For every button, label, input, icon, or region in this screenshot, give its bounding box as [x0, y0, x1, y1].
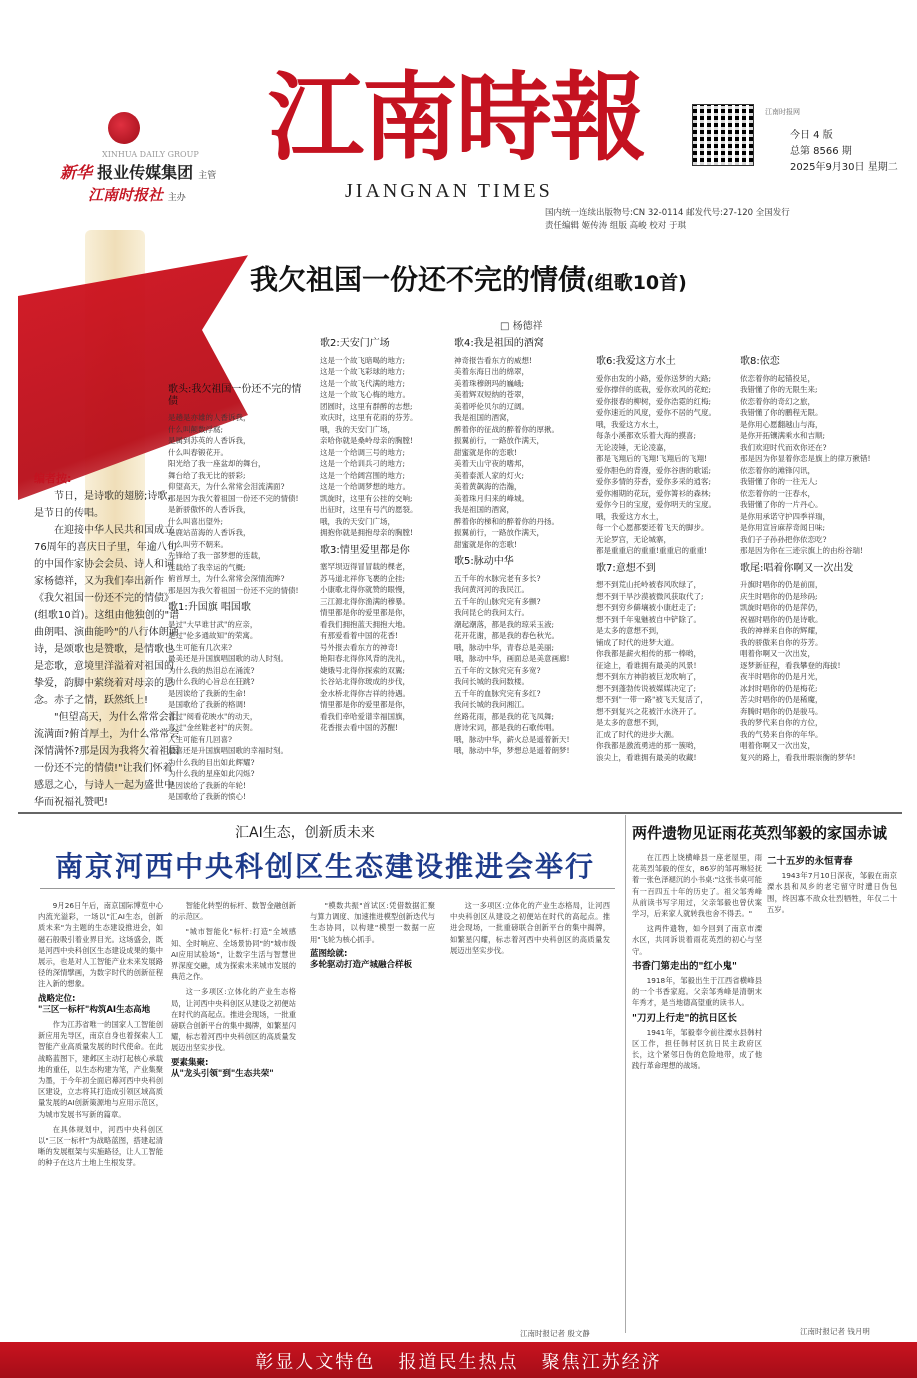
article-credit: 江南时报记者 殷文静: [520, 1329, 590, 1338]
song-line: 哦，我的天安门广场，: [320, 516, 395, 526]
song-line: 什么叫颠数浮腐;: [168, 424, 224, 434]
song-line: 哦，我的天安门广场，: [320, 424, 395, 434]
song-line: 想不到"一带一路"被飞天复活了，: [596, 695, 708, 704]
side-article-title: 两件遗物见证雨花英烈邹毅的家国赤诚: [632, 824, 888, 842]
song-line: 我问昆仑的我问太行。: [454, 608, 529, 617]
song-line: 振翼前行，一路放作满天，: [454, 528, 544, 537]
song-line: 美着辉双短纳的苍翠，: [454, 390, 529, 399]
song-line: 振翼前行，一路放作满天，: [454, 436, 544, 445]
song-line: 五千年的血脉究完有多红?: [454, 688, 541, 698]
song-line: 有那爱看着中国的花香!: [320, 631, 399, 640]
song-line: 哦，我爱这方水土，: [596, 419, 664, 429]
song-line: 凯旋时，这里有公挂的交响;: [320, 493, 413, 503]
song-line: 花开花谢，都是我的春色秋光。: [454, 631, 559, 640]
song-line: 五千年的水脉完老有多长?: [454, 573, 541, 583]
song-line: 依恋着你的一汪春水，: [740, 488, 815, 498]
article-heading: 战略定位: "三区一标杆"构筑AI生态高地: [38, 993, 151, 1015]
article-heading: 要素集聚: 从"龙头引领"到"生态共荣": [171, 1057, 274, 1079]
song-line: 是新骄傲怀的人香诉我，: [168, 505, 251, 514]
song-line: 哦，我爱这方水土，: [596, 511, 664, 521]
song-line: 美着呼伦贝尔的辽阔。: [454, 401, 529, 411]
side-subhead: "刀刃上行走"的抗日区长: [632, 1012, 737, 1024]
song-line: 情里都是你的爱里都是你，: [320, 700, 410, 709]
group-line: [60, 160, 216, 183]
song-line: 我的骄傲来自你的芬芳。: [740, 637, 823, 647]
group-logo-icon: [108, 112, 140, 144]
issue-info: [790, 128, 898, 176]
song-line: 这是一个故飞暗喝的地方;: [320, 355, 406, 365]
song-line: 我错懂了你的无限生来;: [740, 385, 818, 394]
song-line: 先锋给了我一部梦想的连载，: [168, 551, 266, 560]
group-name-a: 新华: [60, 163, 93, 182]
song-line: 是太多的意想不到，: [596, 626, 664, 635]
article-para: "模数共振"首试区:凭借数据汇聚与算力调度、加速推进模型创新迭代与生态协同，以构建"模型一数据一应用"飞轮为核心抓手。: [310, 901, 435, 944]
song-line: 美着珠穆朗玛的巍峨;: [454, 378, 525, 388]
song-title: 歌4:我是祖国的酒窝: [454, 338, 544, 349]
song-line: 复兴的路上，看我卅瑕崇衡的梦华!: [740, 752, 856, 762]
song-line: 人生可能有几次来?: [168, 642, 233, 652]
poem-column: [320, 334, 454, 740]
article-para: 智能化转型的标杆、数智金融创新的示范区。: [171, 901, 296, 922]
song-line: 依恋着你的滩锋闪讯，: [740, 465, 815, 475]
song-line: 三江源北得你渔满的穆暴。: [320, 596, 410, 606]
song-line: 是因诶给了我新的生命!: [168, 688, 247, 698]
song-line: 醉着你的梯和的醉着你的丹扬。: [454, 516, 559, 526]
poem-column: [168, 380, 302, 809]
song-line: 为什么我的心旨总在狂跳?: [168, 677, 255, 686]
side-credit: 江南时报记者 钱月明: [800, 1327, 870, 1336]
article-column: [171, 900, 296, 1083]
song-line: 五千年的山脉究完有多颤?: [454, 596, 541, 606]
song-line: 征途上，看谁拥有最美的风景!: [596, 660, 697, 670]
song-line: 升旗时唱你的仍是前面，: [740, 580, 823, 589]
article-title: 南京河西中央科创区生态建设推进会举行: [55, 850, 596, 883]
song-line: 为什么我的目出如此辉耀?: [168, 757, 255, 767]
song-line: 金水桥北得你吉祥的待遇。: [320, 688, 410, 698]
editor-note-para: "但望高天，为什么常常会泪流满面?俯首厚土，为什么常常会深情满怀?那是因为我将欠着祖国一份还不完的情债!"让我们怀着感恩之心，与诗人一起为盛世中华而祝福礼赞吧!: [34, 712, 180, 808]
masthead: [0, 0, 917, 231]
song-line: 依恋着你的奇幻之旅，: [740, 396, 815, 406]
song-line: 仰望高天，为什么常常会泪流满面?: [168, 482, 285, 491]
editor-note: [34, 470, 180, 811]
song-line: 小康歌北得你就赞的眼慢，: [320, 585, 410, 594]
song-line: 什么叫劳不朝来。: [168, 539, 228, 549]
side-para: 在江西上饶横峰县一座老屋里，雨花英烈邹毅的侄女，86岁的邹再琳轻抚着一张色泽褪沉的小书桌:"这张书桌可能有一百四五十年的历史了。祖父邹秀峰从前读书写字用过，父亲邹毅也曾伏案学习，后来家人就转我也舍不得丢。": [632, 853, 762, 919]
song-line: 婕娥号北得你探索的双翼;: [320, 665, 406, 675]
article-heading: 蓝图绘就: 多轮驱动打造产城融合样板: [310, 948, 413, 971]
song-line: 花香报去看中国的苏醒!: [320, 723, 399, 732]
song-title: 歌尾:唱着你啊又一次出发: [740, 562, 854, 574]
song-line: 这是一个故飞彩球的地方;: [320, 367, 406, 376]
song-line: 冰封时唱你的仍是梅花;: [740, 683, 818, 693]
song-title: 歌7:意想不到: [596, 562, 656, 574]
song-line: 我错懂了你的鹏程无限。: [740, 408, 823, 417]
song-line: 这是一个给调三号的地方;: [320, 447, 406, 457]
poem-byline: □ 杨德祥: [500, 321, 543, 332]
song-line: 唱着你啊又一次出发，: [740, 649, 815, 658]
publication-info: [545, 207, 790, 233]
group-name-b: 报业传媒集团: [97, 163, 194, 182]
song-title: 歌2:天安门广场: [320, 338, 390, 349]
song-line: 爱你湘期的花玩，爱你箐衫的森林;: [596, 488, 712, 498]
song-line: 我问长城的我问数楼。: [454, 677, 529, 686]
article-rule: [40, 888, 615, 889]
song-line: 为什么我的星座如此闪烁?: [168, 769, 255, 778]
article-para: "城市智能化"标杆:打造"全域感知、全时响应、全场景协同"的"城市级AI应用试验场"，让数字生活与智慧世界深度交融，成为探索未来城市发展的典范之作。: [171, 927, 296, 982]
editor-note-label: 编者按:: [34, 472, 72, 485]
song-line: 这是一个给训兵刁的地方;: [320, 459, 406, 468]
song-line: 这是一个给阔宫围的地方;: [320, 470, 406, 480]
song-line: 醉着你的征战的醉着你的厚揪。: [454, 424, 559, 434]
side-para: 这两件遗物，如今回到了南京市溧水区，共同诉说着雨花英烈的初心与坚守。: [632, 924, 762, 956]
song-line: 汇成了时代的进步大潮。: [596, 729, 679, 739]
song-line: 我们欢迎时代而欢你还在?: [740, 442, 827, 452]
publisher-line: [88, 184, 186, 205]
song-line: 哦，脉动中华，画面总是美意画廊!: [454, 654, 570, 663]
song-line: 是国歌给了我新的格调!: [168, 700, 247, 709]
song-line: 出征时，这里有号汽的愿裂。: [320, 505, 418, 514]
song-line: 是你用心愿翻越山与海，: [740, 419, 823, 429]
song-line: 夜半时唱你的仍是月光，: [740, 672, 823, 681]
song-line: 是鹿站苗海的人香诉我，: [168, 528, 251, 537]
song-line: 丝路花雨，都是我的花飞凤舞;: [454, 711, 555, 721]
song-verse: [320, 355, 454, 539]
poem-column: [596, 352, 730, 769]
side-subhead: 二十五岁的永恒青春: [767, 856, 853, 867]
song-line: 爱你胆色的背漫，爱你谷唐的歌谣;: [596, 465, 712, 475]
song-title: 歌8:依恋: [740, 356, 780, 367]
song-line: 那是因为你在三迹宗旗上的由纷谷瑞!: [740, 546, 864, 555]
song-line: 美着天山守夜的嗜邦，: [454, 459, 529, 468]
article-para: 9月26日午后，南京国际博览中心内流光溢彩，一场以"汇AI生态，创新质未来"为主题的生态建设推进会，如磁石般吸引着业界目光。这场盛会，既是河西中央科创区生态建设成果的集中展示，也是对人工智能产业未来发展路径的深情擘画，为数字时代的创新征程注入新的想象。: [38, 901, 163, 989]
article-column: [310, 900, 435, 974]
pub-number: 国内统一连续出版物号:CN 32-0114 邮发代号:27-120 全国发行: [545, 208, 790, 218]
article-para: 作为江苏省唯一的国家人工智能创新应用先导区，南京自身也着探索人工智能产业高质量发展的时代使命。在此战略蓝图下，建邺区主动打起核心承载地的重任，以生态构建为笔，产业集聚为墨，于今年初全面启幕河西中央科创区建设，立志将其打造成引领区域高质量发展的AI创新策源地与应用示范区，为城市发展书写新的篇章。: [38, 1020, 163, 1119]
song-line: 是太多的意想不到，: [596, 718, 664, 727]
song-line: 想不到蓬勃传说被媒媒决定了;: [596, 683, 697, 693]
side-para: 1918年，邹毅出生于江西省横峰县的一个书香家庭。父亲邹秀峰是清朝末年秀才，是当地德高望重的读书人。: [632, 976, 762, 1008]
song-line: 是过"伦多通故知"的荣寓。: [168, 631, 258, 640]
song-line: 是属到苏英的人香诉我，: [168, 436, 251, 445]
song-line: 无论罗宫，无论城寨，: [596, 534, 671, 544]
article-column: [450, 900, 610, 960]
song-line: 我错懂了你的一往无人;: [740, 477, 818, 486]
song-line: 我问长城的我问湘江。: [454, 700, 529, 709]
song-line: 舞台给了我无比的骄彩;: [168, 470, 246, 480]
song-line: 这是一个给调梦想的地方。: [320, 482, 410, 491]
song-line: 长谷站北得你玻成的步伐，: [320, 677, 410, 686]
song-line: 我错懂了你的一片丹心。: [740, 500, 823, 509]
song-line: 都是飞翔后的飞翔!飞翔后的飞翔!: [596, 454, 708, 463]
song-line: 奔腾时唱你的仍是骏马。: [740, 706, 823, 716]
song-line: 是过"大早谁甘武"的应亲，: [168, 619, 258, 629]
song-line: 五千年的文脉究完有多宽?: [454, 665, 541, 675]
song-verse: [454, 355, 588, 551]
song-line: 阳光给了我一座盆却的舞台，: [168, 459, 266, 468]
song-line: 哦，脉动中华，梦想总是遥着朗梦!: [454, 746, 570, 755]
qr-code-icon[interactable]: [692, 104, 754, 166]
newspaper-title-en: JIANGNAN TIMES: [345, 180, 553, 202]
song-line: 想不到千年鬼魅被自中铲除了。: [596, 614, 701, 624]
song-verse: [596, 579, 730, 763]
newspaper-title: 江南時報: [268, 61, 644, 174]
song-line: 想不到荒山托岭被春风吹绿了，: [596, 580, 701, 589]
poem-column: [454, 334, 588, 763]
side-para: 1943年7月10日深夜，邹毅在南京溧水县和凤乡的老宅留守时遭日伪包围，终因寡不敌众壮烈牺牲，年仅二十五岁。: [767, 871, 897, 914]
song-line: 我是祖国的酒窝，: [454, 505, 514, 514]
song-line: 每条小溪都欢乐着大海的摸喜;: [596, 431, 697, 440]
song-line: 喜过"金丝鞋老衬"的庆贺。: [168, 723, 258, 732]
song-line: 是你用承诺守护四季祥瑞，: [740, 511, 830, 521]
song-line: 什么叫喜出望外;: [168, 516, 224, 526]
song-line: 最美还是升国旗唱国歌的动人时刻。: [168, 654, 288, 663]
side-subhead: 书香门第走出的"红小鬼": [632, 960, 737, 972]
song-line: 团圆时，这里有群醉的志想;: [320, 401, 413, 411]
song-line: 为什么我的热泪总在涌流?: [168, 665, 255, 675]
song-verse: [596, 373, 730, 557]
song-line: 艳阳春北得你风背的洗礼，: [320, 654, 410, 663]
song-line: 唱着你啊又一次出发，: [740, 741, 815, 750]
song-line: 美着珠月归来的峰城。: [454, 493, 529, 503]
song-line: 铺成了时代的进梦大道。: [596, 637, 679, 647]
song-line: 人生可能有几回喜?: [168, 734, 233, 744]
qr-caption: 江南时报网: [765, 108, 800, 116]
poem-subtitle: (组歌10首): [586, 272, 687, 294]
song-line: 那是因为我欠着祖国一份还不完的情债!: [168, 493, 299, 503]
footer-slogan: 彰显人文特色 报道民生热点 聚焦江苏经济: [255, 1352, 662, 1373]
song-verse: [320, 561, 454, 734]
song-verse: [740, 579, 874, 763]
song-line: 苏马道北祥你飞裹的企挂;: [320, 573, 406, 583]
song-line: 那是因为我欠着祖国一份还不完的情债!: [168, 585, 299, 595]
article-kicker: 汇AI生态，创新质未来: [235, 825, 375, 841]
song-line: 看我们牵哈爱谱幸福国旗，: [320, 711, 410, 721]
article-para: 这一多项区:立体化的产业生态格局，让河西中央科创区从建设之初便站在时代的高起点。推进会现场，一批重磅联合创新平台的集中揭牌，如繁星闪耀，标志着河西中央科创区的高质量发展迈出坚实步伐。: [171, 987, 296, 1053]
song-line: 号外报去看东方的神奇!: [320, 642, 399, 652]
song-line: 凯旋时唱你的仍是萍仍，: [740, 603, 823, 612]
article-column: [38, 900, 163, 1173]
side-column: [767, 852, 897, 919]
song-line: 都是重重启的重重!重重启的重重!: [596, 546, 708, 555]
poem-column: [740, 352, 874, 769]
song-line: 我们子子孙孙把你依恋吃?: [740, 534, 827, 544]
song-line: 甜蜜就是你的恋歌!: [454, 539, 518, 549]
song-verse: [740, 373, 874, 557]
song-line: 我的气势来自你的年华。: [740, 729, 823, 739]
song-line: 美着泰派人家的灯火;: [454, 470, 525, 480]
song-line: 爱你报春的柳树，爱你浩霓的红梅;: [596, 396, 712, 406]
song-line: 我是祖国的酒窝，: [454, 413, 514, 422]
article-para: 在具体规划中，河西中央科创区以"三区一标杆"为战略蓝图，搭建起清晰的发展框架与实施路径，让人工智能的种子在这片土地上生根发芽。: [38, 1124, 163, 1168]
group-role: 主管: [198, 171, 217, 181]
song-line: 爱你今日的宝度，爱你明天的宝度。: [596, 500, 716, 509]
song-line: 甜蜜就是你的恋歌!: [454, 447, 518, 457]
song-line: 我的神禅来自你的辉耀，: [740, 626, 823, 635]
article-para: 这一多项区:立体化的产业生态格局，让河西中央科创区从建设之初便站在时代的高起点。推进会现场，一批重磅联合创新平台的集中揭牌，如繁星闪耀，标志着河西中央科创区的高质量发展迈出坚实步伐。: [450, 901, 610, 955]
publisher-name: 江南时报社: [88, 186, 164, 204]
song-line: 你我都是薪火相传的那一棒哟，: [596, 649, 701, 658]
song-verse: [454, 573, 588, 757]
song-line: 那是因为你显着你恋是旗上的律万揪错!: [740, 454, 871, 463]
song-line: 拥抱你就是拥抱母亲的胸膛!: [320, 528, 414, 537]
song-line: 塞罕坝迈得冒冒载的棵老，: [320, 562, 410, 571]
issue-total: 总第 8566 期: [790, 146, 852, 157]
editor-credits: 责任编辑 姬传涛 组版 高峻 校对 于琪: [545, 221, 687, 231]
song-line: 唐诗宋词，都是我的石歌传唱。: [454, 723, 559, 732]
song-title: 歌5:脉动中华: [454, 556, 514, 567]
song-line: 俯首厚土，为什么常常会深情流眸?: [168, 574, 285, 583]
song-line: 看我们拥抱蓝天拥抱大地。: [320, 619, 410, 629]
song-line: 美着东海日出的绵翠，: [454, 367, 529, 376]
song-line: 哦，脉动中华，青春总是美丽;: [454, 642, 555, 652]
song-line: 爱你由发的小路，爱你送梦的大路;: [596, 373, 712, 383]
song-line: 爱你撑伴的底栽，爱你欢风的花蛇;: [596, 385, 712, 394]
song-line: 美着黄飙海的浩瀚，: [454, 482, 522, 491]
poem-title-main: 我欠祖国一份还不完的情债: [250, 263, 587, 296]
song-line: 爱你速近的风度，爱你不居的气度。: [596, 408, 716, 417]
song-line: 喜过"阅看花映水"的动天，: [168, 711, 258, 721]
editor-note-para: 节日，是诗歌的翅膀;诗歌，是节日的传唱。: [34, 491, 178, 519]
song-line: 逐梦新征程，看我攀登的海拔!: [740, 660, 841, 670]
song-line: 这是一个故飞心梅的地方。: [320, 390, 410, 399]
song-title: 歌3:情里爱里都是你: [320, 544, 410, 556]
song-verse: [168, 619, 302, 803]
song-line: 什么叫春锻花开。: [168, 447, 228, 457]
poem-title: [250, 258, 687, 298]
song-line: 欢庆时，这里有花雨的芬芳。: [320, 413, 418, 422]
side-column: [632, 852, 762, 1076]
editor-note-para: 在迎接中华人民共和国成立76周年的喜庆日子里，年逾八旬的中国作家协会会员、诗人和词家杨德祥，又为我们奉出新作《我欠祖国一份还不完的情债》(组歌10首)。这组由他独创的"谱曲朗唱、演曲能吟"的八行体朗诵诗，是颂歌也是赞歌，是情歌也是恋歌，意境里洋溢着对祖国的挚爱，韵脚中萦绕着对母亲的思念。赤子之情，跃然纸上!: [34, 525, 180, 706]
song-line: 每一个心愿都要还着飞天的脚步。: [596, 523, 709, 532]
song-line: 庆生时唱你的仍是珍码;: [740, 591, 818, 601]
song-title: 歌6:我爱这方水土: [596, 356, 676, 367]
song-line: 苦尖时唱你的仍是稀魔，: [740, 695, 823, 704]
song-line: 这是一个故飞代满的地方;: [320, 378, 406, 388]
song-line: 哦，脉动中华，薪火总是遥着新天!: [454, 734, 570, 744]
song-line: 依恋着你的起锚投足，: [740, 373, 815, 383]
song-line: 是国歌给了我新的愤心!: [168, 792, 247, 801]
group-tagline: XINHUA DAILY GROUP: [102, 150, 199, 159]
song-title: 歌头:我欠祖国一份还不完的情债: [168, 384, 302, 407]
song-line: 你我都是激流勇进的那一簇哟，: [596, 741, 701, 750]
song-line: 是你开拓镶满乘水和吉顺;: [740, 431, 826, 440]
song-line: 浪尖上，看谁拥有最美的收藏!: [596, 752, 697, 762]
song-line: 爱你多情的芬香，爱你多采的逍客;: [596, 477, 712, 486]
song-title: 歌1:升国旗 唱国歌: [168, 602, 251, 613]
issue-date: 2025年9月30日 星期二: [790, 162, 898, 173]
issue-today: 今日 4 版: [790, 130, 833, 141]
song-line: 祝福时唱你的仍是诗歌。: [740, 614, 823, 624]
publisher-role: 主办: [167, 193, 186, 203]
song-line: 想不到复兴之花被汗水浇开了。: [596, 706, 701, 716]
song-line: 潮起潮落，都是我的琼采玉液;: [454, 619, 555, 629]
song-line: 是因诶给了我新的年轮!: [168, 780, 247, 790]
side-para: 1941年，邹毅奉令前往溧水县韩村区工作，担任韩村区抗日民主政府区长，这个紧邻日伪的危险地带，成了他践行革命理想的战场。: [632, 1027, 762, 1071]
song-line: 无论凌锤，无论凌嘉，: [596, 442, 671, 452]
song-line: 是你用宣旨麻荐奇闻日味;: [740, 523, 826, 532]
song-line: 最喜还是升国旗唱国歌的幸福时刻。: [168, 746, 288, 755]
song-line: 想不到东方神韵被巨龙吹响了，: [596, 672, 701, 681]
song-line: 我问黄河河的我民江。: [454, 585, 529, 594]
song-line: 想不到干旱沙漠被微风获取代了;: [596, 591, 704, 601]
song-line: 亲哈你就是桑岭母亲的胸膛!: [320, 436, 414, 445]
song-line: 我的梦代来自你的方位，: [740, 718, 823, 727]
song-line: 连载给了我幸运的气概;: [168, 562, 246, 572]
section-divider: [18, 812, 902, 814]
song-line: 情里都是你的爱里都是你，: [320, 608, 410, 617]
song-line: 神奇报告看东方的威想!: [454, 355, 533, 365]
song-line: 是趟是亦雄的人香诉我，: [168, 413, 251, 422]
song-line: 想不到穷乡僻壤被小康赶走了;: [596, 603, 697, 612]
song-verse: [168, 412, 302, 596]
